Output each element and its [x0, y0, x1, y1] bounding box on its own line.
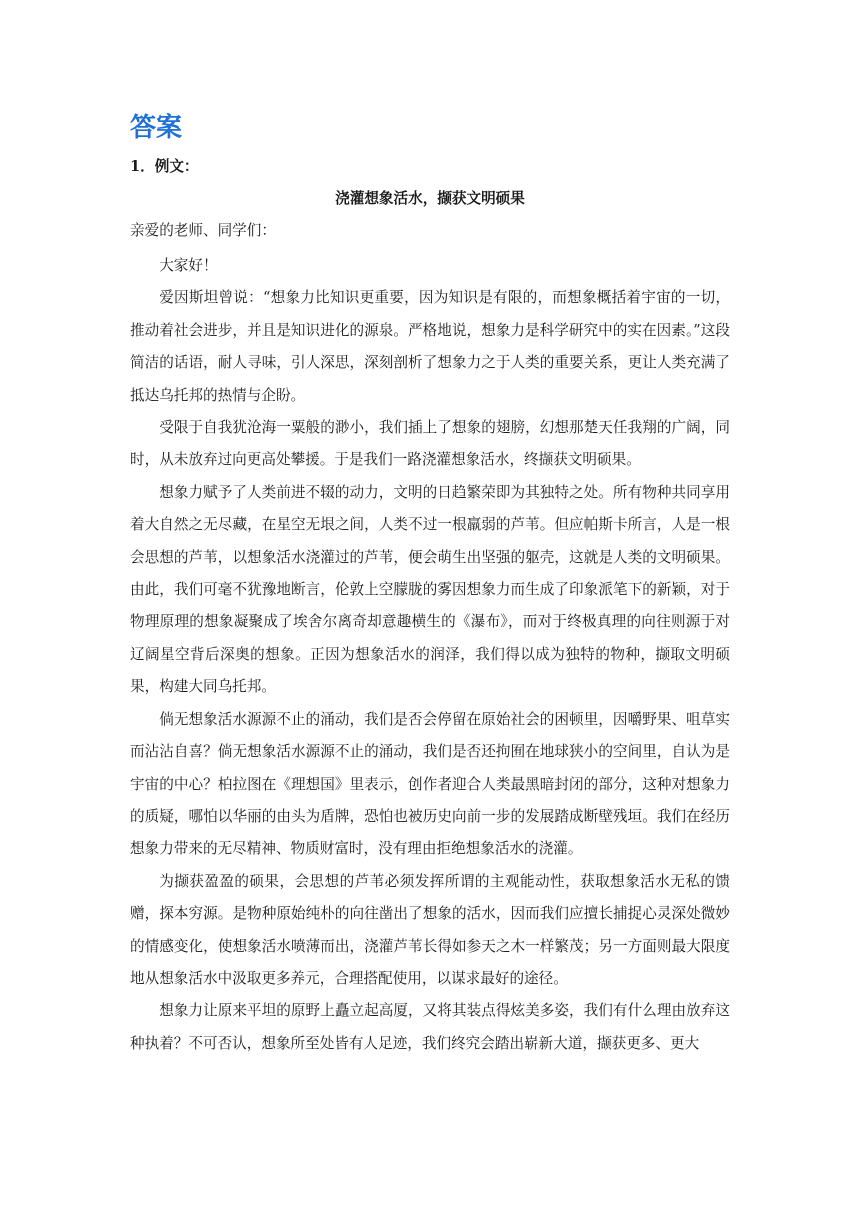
paragraph-limits: 受限于自我犹沧海一粟般的渺小，我们插上了想象的翅膀，幻想那楚天任我翔的广阔，同时，从未放弃过向更高处攀援。于是我们一路浇灌想象活水，终撷获文明硕果。 — [130, 419, 730, 469]
paragraph-einstein-quote: 爱因斯坦曾说：“想象力比知识更重要，因为知识是有限的，而想象概括着宇宙的一切，推动着社会进步，并且是知识进化的源泉。严格地说，想象力是科学研究中的实在因素。”这段简洁的话语，耐人寻味，引人深思，深刻剖析了想象力之于人类的重要关系，更让人类充满了抵达乌托邦的热情与企盼。 — [130, 289, 730, 404]
essay-title: 浇灌想象活水，撷获文明硕果 — [335, 190, 525, 207]
question-label: 1．例文： — [130, 158, 199, 175]
paragraph-greeting: 大家好！ — [159, 257, 218, 274]
paragraph-without-imagination: 倘无想象活水源源不止的涌动，我们是否会停留在原始社会的困顿里，因嚼野果、咀草实而沾沾自喜？倘无想象活水源源不止的涌动，我们是否还拘囿在地球狭小的空间里，自认为是宇宙的中心？柏拉图在《理想国》里表示，创作者迎合人类最黑暗封闭的部分，这种对想象力的质疑，哪怕以华丽的由头为盾牌，恐怕也被历史向前一步的发展踏成断壁残垣。我们在经历想象力带来的无尽精神、物质财富时，没有理由拒绝想象活水的浇灌。 — [130, 710, 730, 858]
paragraph-harvest: 为撷获盈盈的硕果，会思想的芦苇必须发挥所谓的主观能动性，获取想象活水无私的馈赠，探本穷源。是物种原始纯朴的向往凿出了想象的活水，因而我们应擅长捕捉心灵深处微妙的情感变化，使想象活水喷薄而出，浇灌芦苇长得如参天之木一样繁茂；另一方面则最大限度地从想象活水中汲取更多养元，合理搭配使用，以谋求最好的途径。 — [130, 872, 730, 987]
paragraph-civilization: 想象力赋予了人类前进不辍的动力，文明的日趋繁荣即为其独特之处。所有物种共同享用着大自然之无尽藏，在星空无垠之间，人类不过一根羸弱的芦苇。但应帕斯卡所言，人是一根会思想的芦苇，以想象活水浇灌过的芦苇，便会萌生出坚强的躯壳，这就是人类的文明硕果。由此，我们可毫不犹豫地断言，伦敦上空朦胧的雾因想象力而生成了印象派笔下的新颖，对于物理原理的想象凝聚成了埃舍尔离奇却意趣横生的《瀑布》，而对于终极真理的向往则源于对辽阔星空背后深奥的想象。正因为想象活水的润泽，我们得以成为独特的物种，撷取文明硕果，构建大同乌托邦。 — [130, 483, 730, 696]
answer-heading: 答案 — [130, 113, 183, 143]
salutation: 亲爱的老师、同学们： — [130, 222, 276, 239]
paragraph-closing: 想象力让原来平坦的原野上矗立起高厦，又将其装点得炫美多姿，我们有什么理由放弃这种执着？不可否认，想象所至处皆有人足迹，我们终究会踏出崭新大道，撷获更多、更大 — [130, 1002, 730, 1052]
document-page — [130, 108, 730, 1060]
